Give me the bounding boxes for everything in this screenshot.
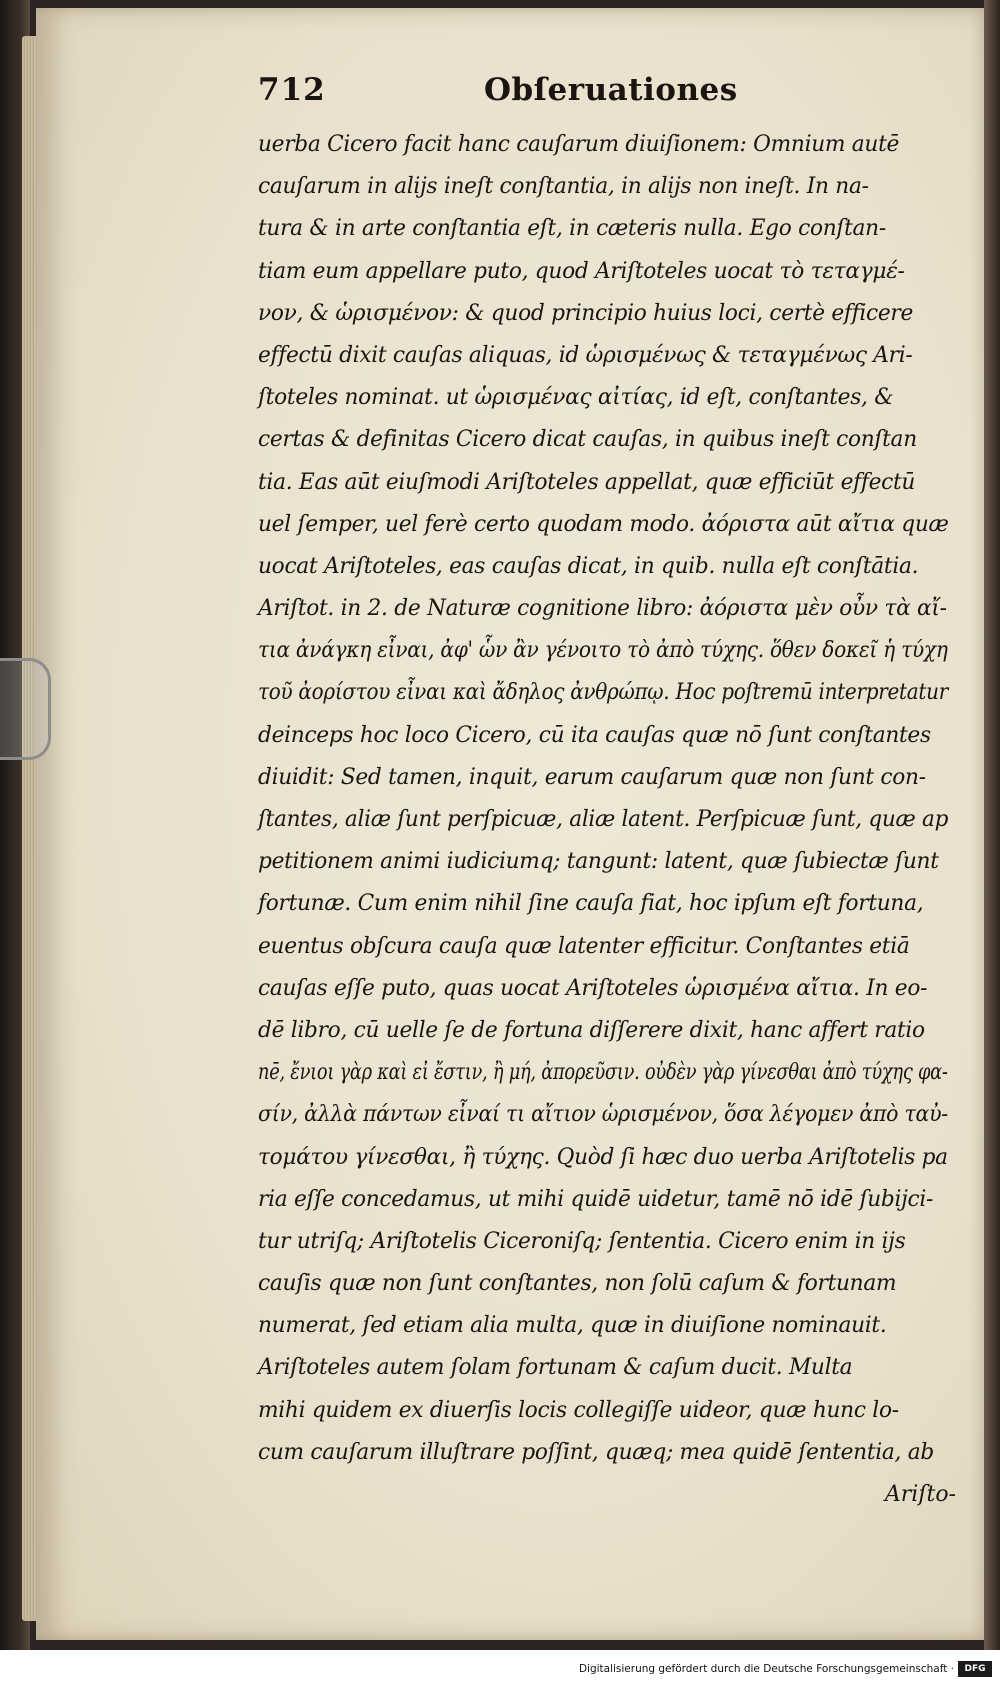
text-line: tur utriſq; Ariſtotelis Ciceroniſq; ſententia. Cicero enim in ijs: [258, 1228, 906, 1254]
text-line: tura & in arte conſtantia eſt, in cæteris nulla. Ego conſtan-: [258, 216, 886, 242]
text-line: σίν, ἀλλὰ πάντων εἶναί τι αἴτιον ὡρισμένον, ὅσα λέγομεν ἀπὸ ταὐ-: [258, 1102, 948, 1128]
text-line: τοῦ ἀορίστου εἶναι καὶ ἄδηλος ἀνθρώπῳ. Hoc poſtremū interpretatur: [258, 680, 949, 706]
text-line: uel ſemper, uel ferè certo quodam modo. ἀόριστα aūt αἴτια quæ: [258, 511, 949, 537]
right-edge-shadow: [984, 0, 1000, 1650]
text-line: diuidit: Sed tamen, inquit, earum cauſarum quæ non ſunt con-: [258, 764, 926, 790]
page-clip: [0, 658, 51, 760]
text-line: fortunæ. Cum enim nihil ſine cauſa fiat, hoc ipſum eſt fortuna,: [258, 891, 924, 917]
catchword: Ariſto-: [884, 1482, 956, 1507]
text-line: cum cauſarum illuſtrare poſſint, quæq; mea quidē ſententia, ab: [258, 1439, 934, 1465]
text-line: nē, ἔνιοι γὰρ καὶ εἰ ἔστιν, ἢ μή, ἀπορεῦσιν. οὐδὲν γὰρ γίνεσθαι ἀπὸ τύχης φα-: [258, 1060, 948, 1086]
text-line: cauſas eſſe puto, quas uocat Ariſtoteles ὡρισμένα αἴτια. In eo-: [258, 975, 928, 1001]
text-line: euentus obſcura cauſa quæ latenter efficitur. Conſtantes etiā: [258, 933, 910, 959]
text-line: mihi quidem ex diuerſis locis collegiſſe uideor, quæ hunc lo-: [258, 1397, 899, 1423]
text-line: certas & definitas Cicero dicat cauſas, in quibus ineſt conſtan: [258, 427, 917, 453]
text-line: dē libro, cū uelle ſe de fortuna diſſerere dixit, hanc affert ratio: [258, 1017, 925, 1043]
text-line: numerat, ſed etiam alia multa, quæ in diuiſione nominauit.: [258, 1313, 887, 1339]
page-number: 712: [258, 72, 326, 108]
page-content: [258, 72, 958, 1516]
text-line: ſtoteles nominat. ut ὡρισμένας αἰτίας, id eſt, conſtantes, &: [258, 385, 894, 411]
page-header: [258, 72, 958, 124]
funding-notice: Digitalisierung gefördert durch die Deutsche Forschungsgemeinschaft ·: [578, 1663, 954, 1675]
text-line: Ariſtoteles autem ſolam fortunam & caſum ducit. Multa: [258, 1355, 853, 1381]
text-line: tiam eum appellare puto, quod Ariſtoteles uocat τὸ τεταγμέ-: [258, 258, 905, 284]
text-line: effectū dixit cauſas aliquas, id ὡρισμένως & τεταγμένως Ari-: [258, 342, 913, 368]
text-line: cauſarum in alijs ineſt conſtantia, in alijs non ineſt. In na-: [258, 174, 869, 200]
text-line: uocat Ariſtoteles, eas cauſas dicat, in quib. nulla eſt conſtātia.: [258, 553, 919, 579]
text-block: [258, 124, 958, 1474]
text-line: ria eſſe concedamus, ut mihi quidē uidetur, tamē nō idē ſubijci-: [258, 1186, 934, 1212]
text-line: cauſis quæ non ſunt conſtantes, non ſolū caſum & fortunam: [258, 1271, 897, 1297]
footer-bar: [0, 1650, 1000, 1685]
text-line: ſtantes, aliæ ſunt perſpicuæ, aliæ latent. Perſpicuæ ſunt, quæ ap: [258, 807, 949, 832]
text-line: Ariſtot. in 2. de Naturæ cognitione libro: ἀόριστα μὲν οὖν τὰ αἴ-: [258, 596, 947, 622]
running-title: Obſeruationes: [484, 72, 738, 108]
dfg-logo: DFG: [958, 1661, 992, 1677]
text-line: uerba Cicero facit hanc cauſarum diuiſionem: Omnium autē: [258, 132, 900, 157]
text-line: τομάτου γίνεσθαι, ἢ τύχης. Quòd ſi hæc duo uerba Ariſtotelis pa: [258, 1144, 948, 1170]
text-line: petitionem animi iudiciumq; tangunt: latent, quæ ſubiectæ ſunt: [258, 849, 939, 875]
text-line: deinceps hoc loco Cicero, cū ita cauſas quæ nō ſunt conſtantes: [258, 722, 931, 748]
text-line: tia. Eas aūt eiuſmodi Ariſtoteles appellat, quæ efficiūt effectū: [258, 469, 916, 495]
text-line: τια ἀνάγκη εἶναι, ἀφ' ὧν ἂν γένοιτο τὸ ἀπὸ τύχης. ὅθεν δοκεῖ ἡ τύχη: [258, 638, 948, 664]
text-line: νον, & ὡρισμένον: & quod principio huius loci, certè efficere: [258, 300, 914, 326]
